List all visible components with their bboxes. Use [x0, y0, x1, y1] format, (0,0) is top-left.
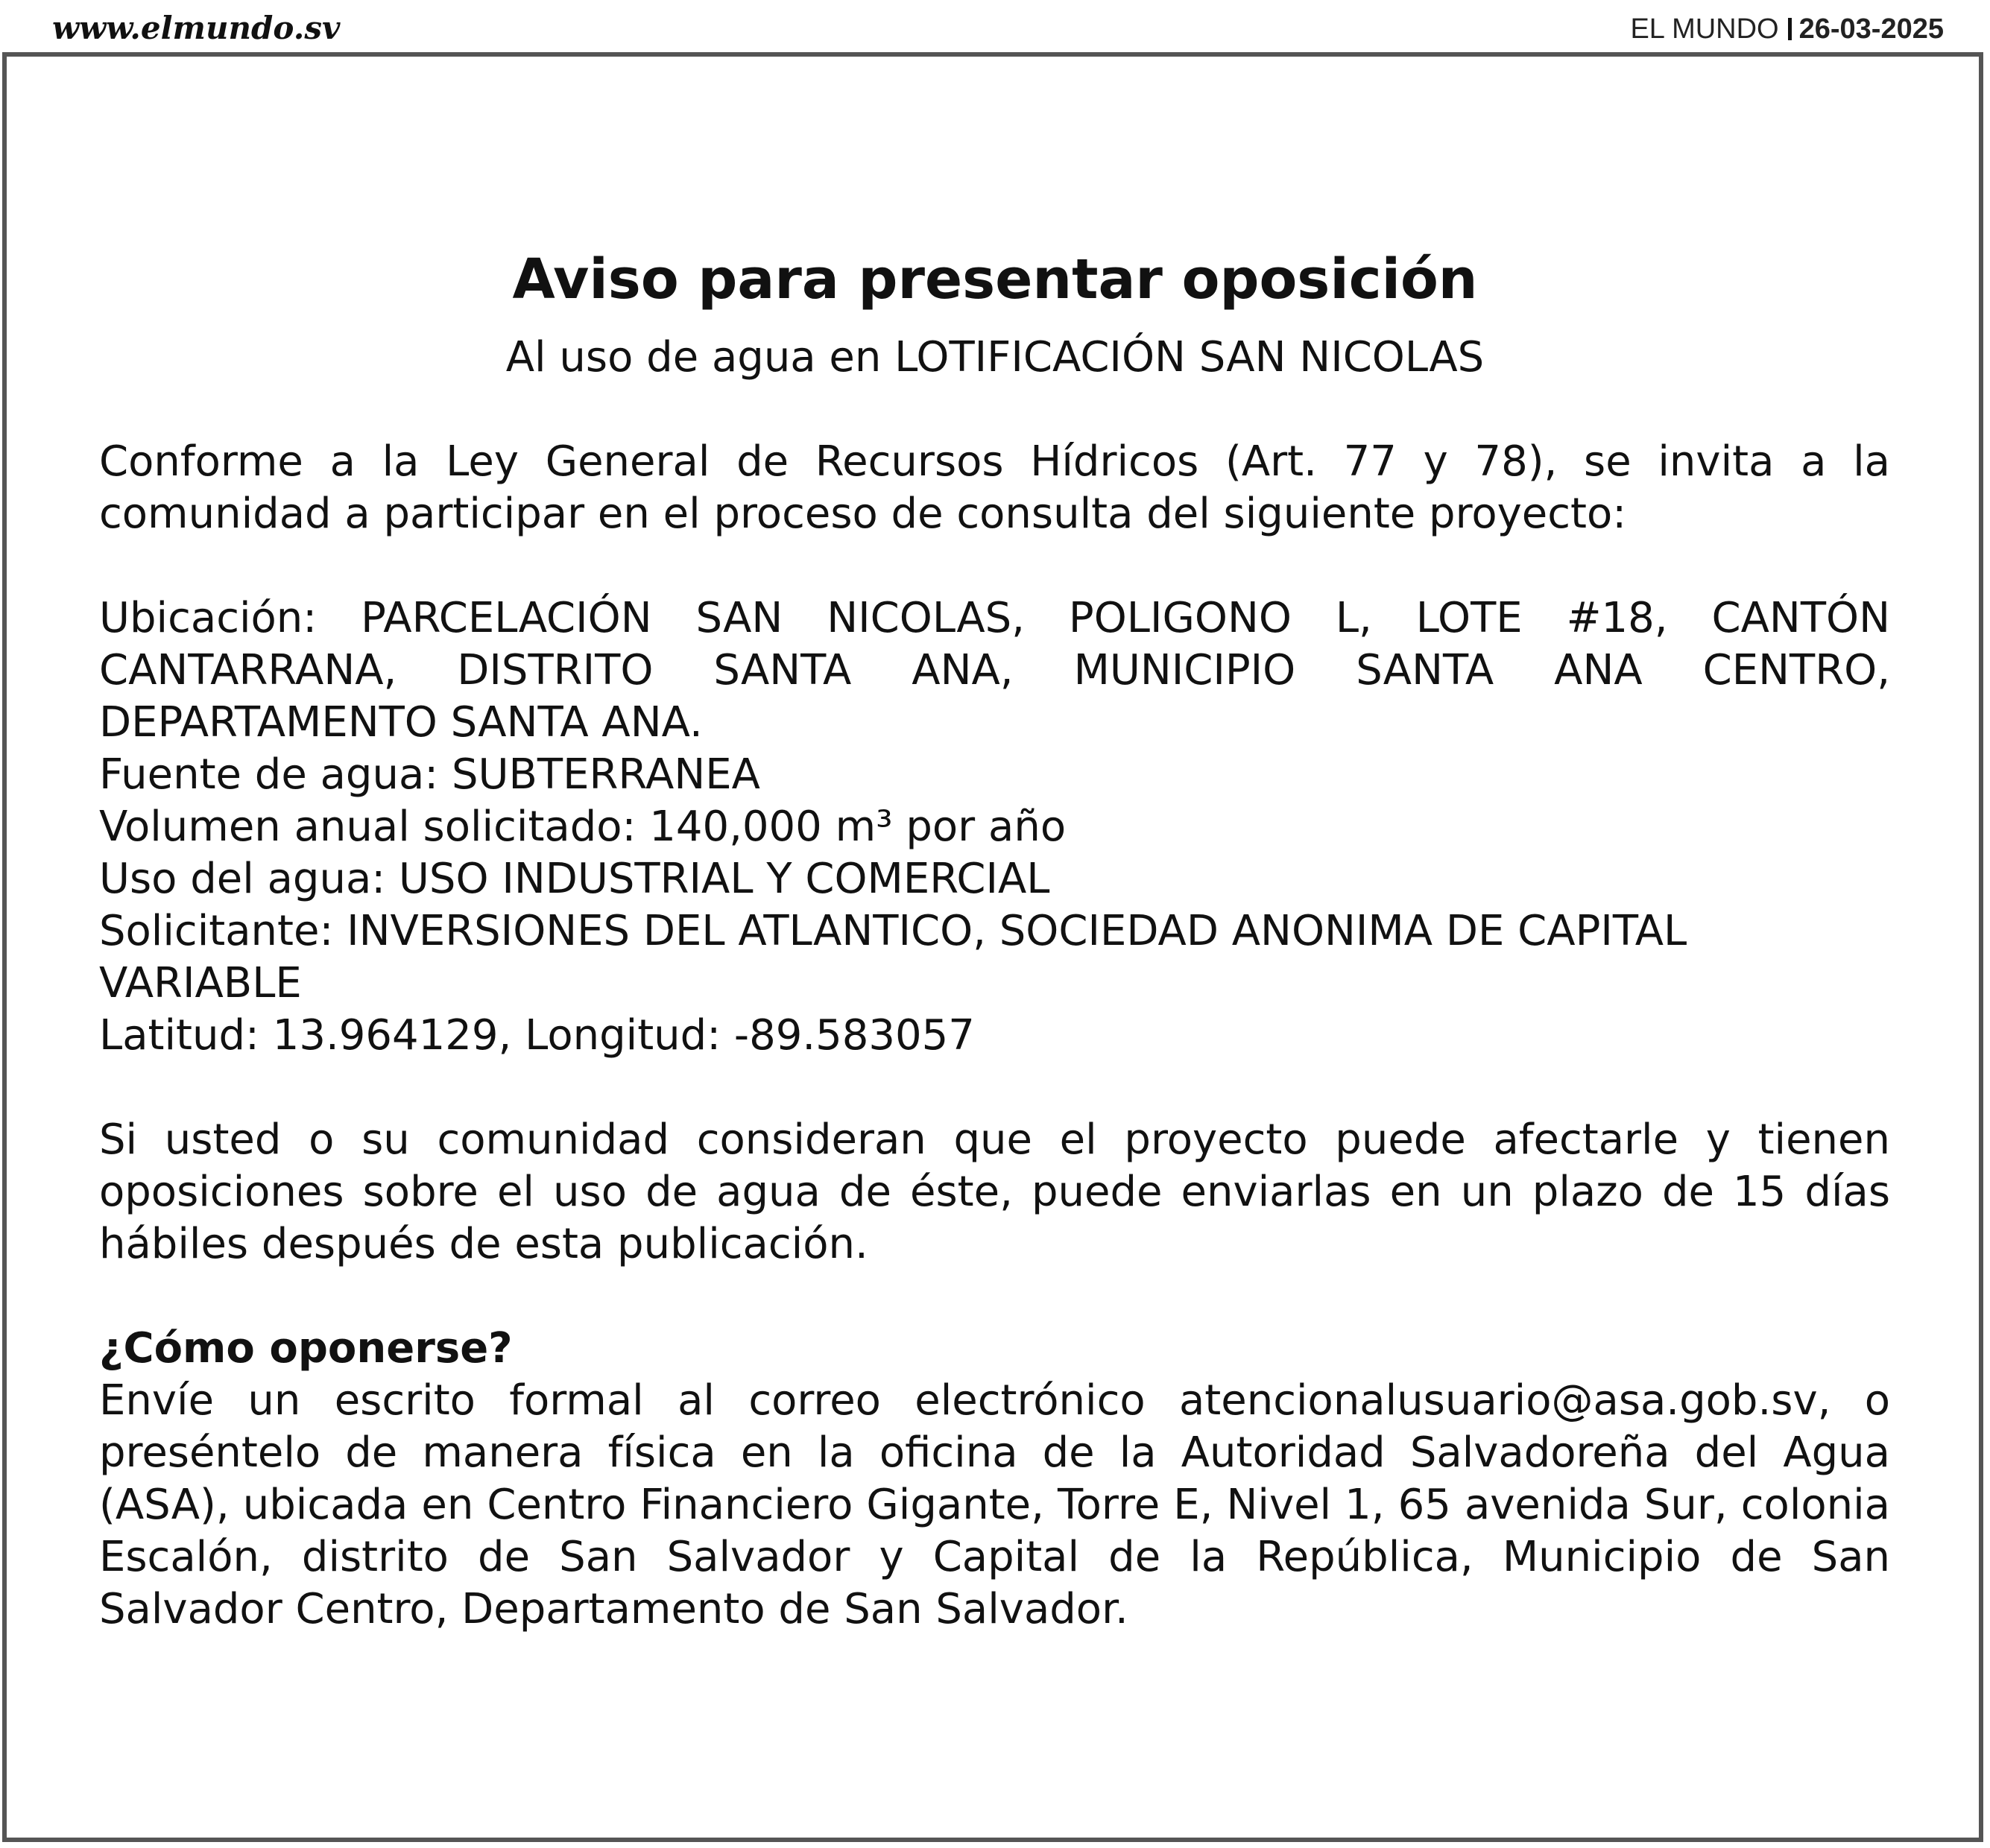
annual-volume-line: Volumen anual solicitado: 140,000 m³ por año [99, 803, 1067, 851]
spacer [99, 1062, 1890, 1114]
publication-name: EL MUNDO [1630, 13, 1779, 45]
applicant-line: Solicitante: INVERSIONES DEL ATLANTICO, SOCIEDAD ANONIMA DE CAPITAL VARIABLE [99, 907, 1687, 1007]
water-source-line: Fuente de agua: SUBTERRANEA [99, 750, 760, 799]
opposition-paragraph: Si usted o su comunidad consideran que el proyecto puede afectarle y tienen oposiciones sobre el uso de agua de éste, puede enviarlas en un plazo de 15 días hábiles después de esta publicación. [99, 1116, 1890, 1268]
notice-body [99, 436, 1890, 1636]
how-to-oppose-heading: ¿Cómo oponerse? [99, 1324, 513, 1373]
water-use-line: Uso del agua: USO INDUSTRIAL Y COMERCIAL [99, 855, 1050, 903]
site-url: www.elmundo.sv [52, 10, 341, 46]
intro-paragraph: Conforme a la Ley General de Recursos Hídricos (Art. 77 y 78), se invita a la comunidad a participar en el proceso de consulta del siguiente proyecto: [99, 437, 1890, 538]
location-line: Ubicación: PARCELACIÓN SAN NICOLAS, POLIGONO L, LOTE #18, CANTÓN CANTARRANA, DISTRITO SANTA ANA, MUNICIPIO SANTA ANA CENTRO, DEPARTAMENTO SANTA ANA. [99, 594, 1890, 747]
how-to-oppose-text: Envíe un escrito formal al correo electrónico atencionalusuario@asa.gob.sv, o preséntelo de manera física en la oficina de la Autoridad Salvadoreña del Agua (ASA), ubicada en Centro Financiero Gigante, Torre E, Nivel 1, 65 avenida Sur, colonia Escalón, distrito de San Salvador y Capital de la República, Municipio de San Salvador Centro, Departamento de San Salvador. [99, 1376, 1890, 1633]
publication-header [1630, 10, 1944, 48]
notice-title: Aviso para presentar oposición [512, 247, 1478, 311]
coordinates-line: Latitud: 13.964129, Longitud: -89.583057 [99, 1011, 975, 1060]
publication-date: 26-03-2025 [1798, 13, 1944, 45]
separator-bar [1788, 18, 1792, 40]
spacer [99, 1270, 1890, 1323]
spacer [99, 540, 1890, 592]
notice-subtitle: Al uso de agua en LOTIFICACIÓN SAN NICOLAS [505, 333, 1485, 382]
